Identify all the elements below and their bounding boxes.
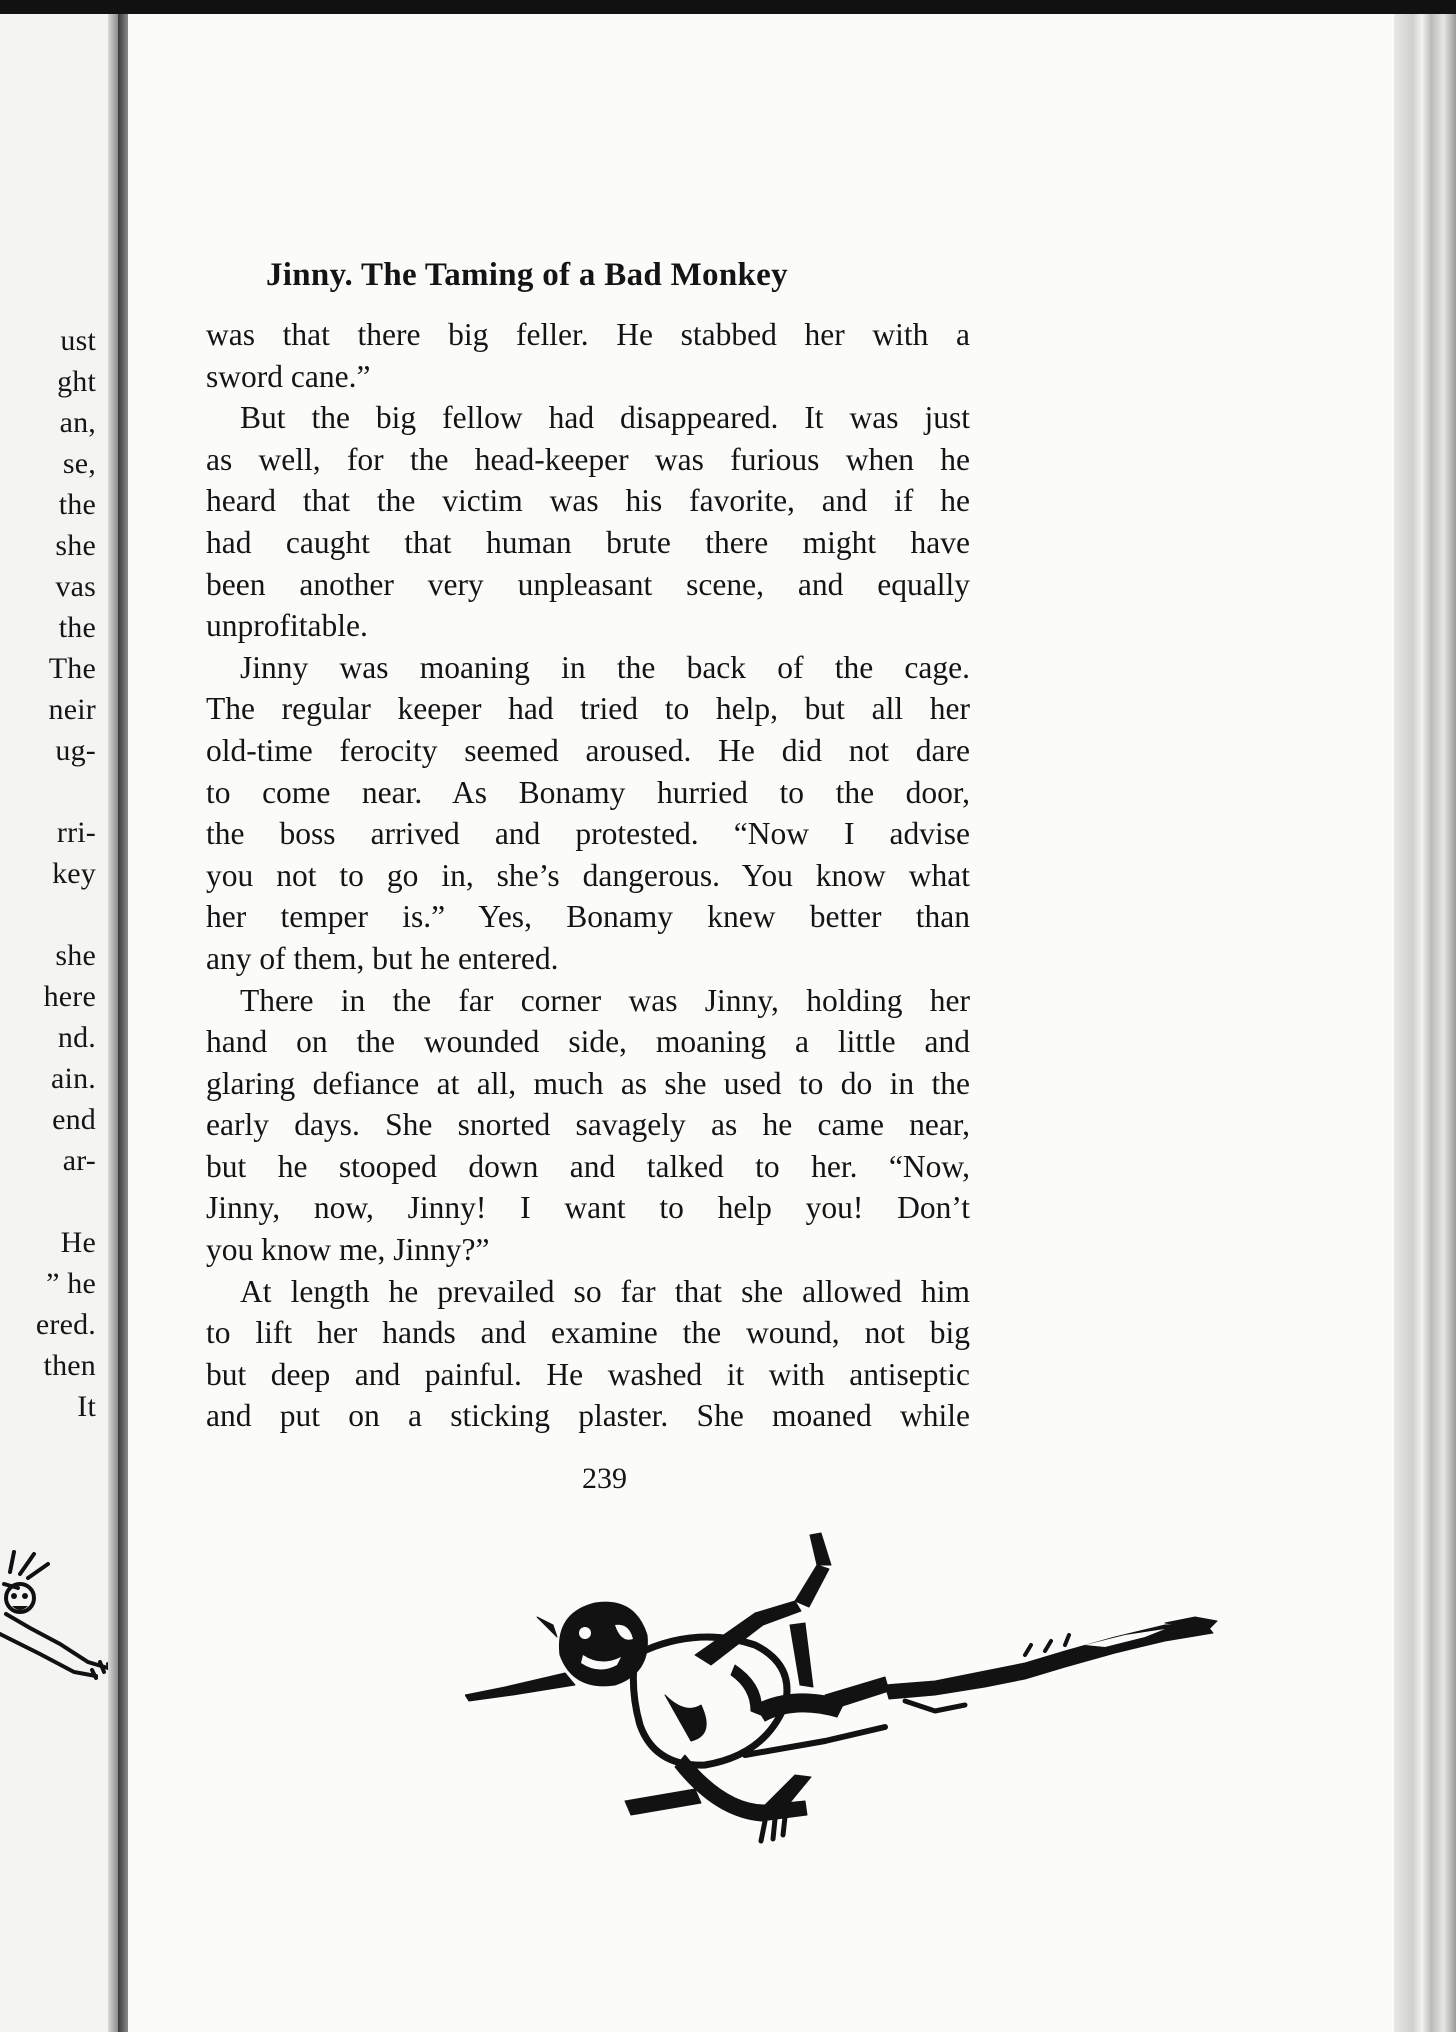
left-page-fragment: here: [43, 980, 96, 1013]
left-page-illustration-fragment: [0, 1544, 122, 1694]
text-line: as well, for the head-keeper was furious when he: [206, 441, 970, 477]
text-line: sword cane.”: [206, 358, 371, 394]
left-page-fragment: the: [58, 488, 96, 521]
text-line: early days. She snorted savagely as he came near,: [206, 1107, 970, 1143]
body-text: [206, 314, 970, 1437]
left-page-fragment: an,: [59, 406, 96, 439]
left-page-fragment: ain.: [51, 1062, 96, 1095]
text-line: was that there big feller. He stabbed her with a: [206, 317, 970, 352]
left-page-fragment: she: [55, 529, 96, 562]
text-line: But the big fellow had disappeared. It was just: [240, 400, 970, 436]
text-line: to lift her hands and examine the wound, not big: [206, 1315, 970, 1351]
left-page-text-fragments: [36, 320, 96, 1427]
text-line: the boss arrived and protested. “Now I advise: [206, 816, 970, 852]
text-line: hand on the wounded side, moaning a little and: [206, 1024, 970, 1060]
left-page-fragment: It: [77, 1390, 96, 1423]
text-line: been another very unpleasant scene, and equally: [206, 566, 970, 602]
left-page: [0, 14, 122, 2032]
text-line: you know me, Jinny?”: [206, 1232, 490, 1268]
text-line: glaring defiance at all, much as she used to do in the: [206, 1065, 970, 1101]
text-line: any of them, but he entered.: [206, 940, 559, 976]
left-page-fragment: then: [43, 1349, 96, 1382]
text-line: but deep and painful. He washed it with antiseptic: [206, 1356, 970, 1392]
text-line: her temper is.” Yes, Bonamy knew better than: [206, 899, 970, 935]
text-line: but he stooped down and talked to her. “Now,: [206, 1148, 970, 1184]
text-line: unprofitable.: [206, 608, 368, 644]
running-head: Jinny. The Taming of a Bad Monkey: [266, 257, 788, 293]
text-line: There in the far corner was Jinny, holding her: [240, 982, 970, 1018]
left-page-fragment: key: [52, 857, 96, 890]
left-page-fragment: end: [52, 1103, 96, 1136]
left-page-fragment: [36, 1181, 96, 1222]
text-line: Jinny was moaning in the back of the cage.: [240, 649, 970, 685]
left-page-fragment: [36, 771, 96, 812]
left-page-fragment: nd.: [57, 1021, 96, 1054]
left-page-fragment: ust: [60, 324, 96, 357]
text-line: and put on a sticking plaster. She moaned while: [206, 1398, 970, 1434]
left-page-fragment: [36, 894, 96, 935]
page-edges: [1394, 14, 1456, 2032]
page-number: 239: [582, 1462, 627, 1495]
left-page-fragment: ” he: [46, 1267, 96, 1300]
text-line: The regular keeper had tried to help, but all her: [206, 691, 970, 727]
left-page-fragment: He: [60, 1226, 96, 1259]
left-page-fragment: she: [55, 939, 96, 972]
text-line: had caught that human brute there might have: [206, 524, 970, 560]
text-line: Jinny, now, Jinny! I want to help you! Don’t: [206, 1190, 970, 1226]
left-page-fragment: rri-: [56, 816, 96, 849]
text-line: At length he prevailed so far that she allowed him: [240, 1273, 970, 1309]
left-page-fragment: The: [48, 652, 96, 685]
left-page-fragment: ar-: [62, 1144, 96, 1177]
left-page-fragment: ght: [57, 365, 96, 398]
left-page-fragment: vas: [55, 570, 96, 603]
monkey-illustration: [465, 1505, 1235, 1845]
text-line: to come near. As Bonamy hurried to the door,: [206, 774, 970, 810]
text-line: you not to go in, she’s dangerous. You know what: [206, 857, 970, 893]
book-spine: [118, 14, 128, 2032]
left-page-fragment: the: [58, 611, 96, 644]
left-page-fragment: ug-: [55, 734, 96, 767]
text-line: old-time ferocity seemed aroused. He did not dare: [206, 732, 970, 768]
text-line: heard that the victim was his favorite, and if he: [206, 483, 970, 519]
left-page-fragment: neir: [48, 693, 96, 726]
left-page-fragment: ered.: [35, 1308, 96, 1341]
left-page-fragment: se,: [62, 447, 96, 480]
